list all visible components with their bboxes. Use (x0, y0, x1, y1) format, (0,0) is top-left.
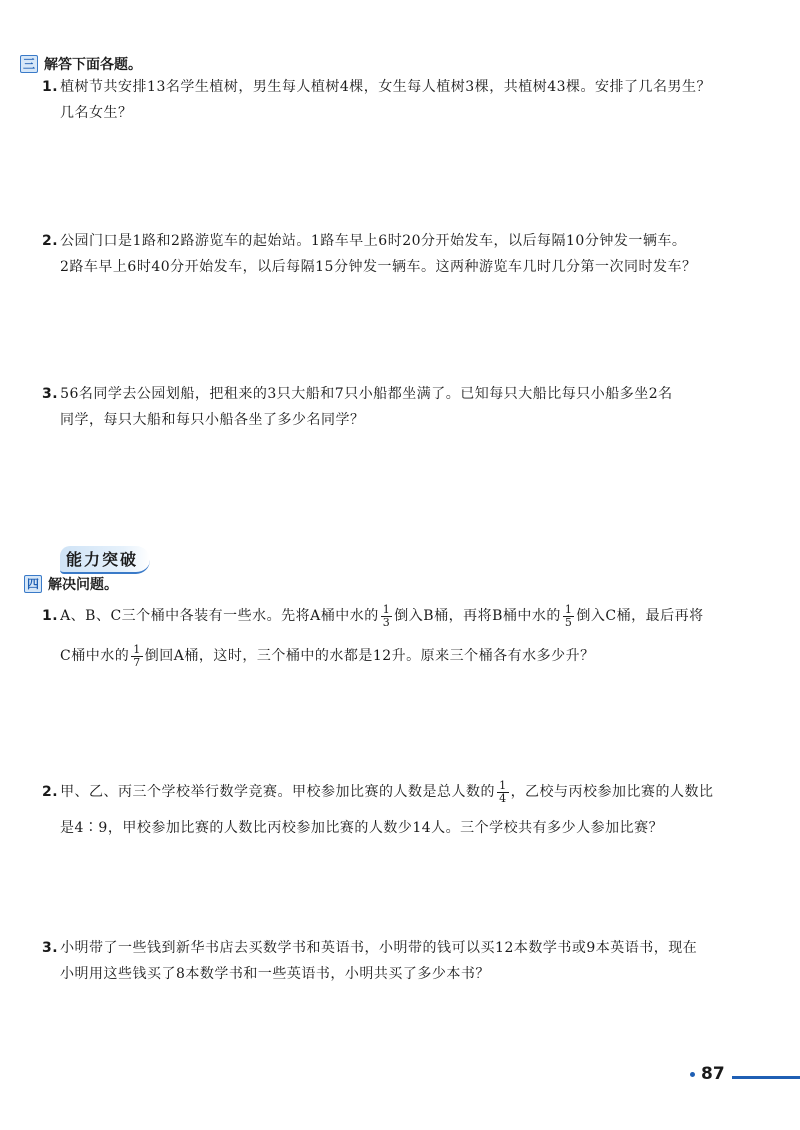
question-number: 1. (42, 608, 59, 624)
section-3-header (20, 54, 142, 74)
section-4-title: 解决问题。 (48, 577, 118, 593)
fraction-numerator: 1 (382, 602, 391, 616)
fraction-denominator: 5 (564, 615, 573, 629)
question-number: 2. (42, 784, 59, 800)
section-3-badge: 三 (20, 55, 38, 73)
fraction-denominator: 4 (499, 791, 507, 805)
question-text-line2: 小明用这些钱买了8本数学书和一些英语书，小明共买了多少本书？ (60, 966, 490, 982)
page-number-rule (732, 1076, 800, 1079)
question-text-line1: 公园门口是1路和2路游览车的起始站。1路车早上6时20分开始发车，以后每隔10分钟发一辆车。 (60, 233, 687, 249)
question-text-part: A、B、C三个桶中各装有一些水。先将A桶中水的 (60, 608, 379, 624)
fraction-numerator: 1 (564, 602, 573, 616)
question-text-line1: 小明带了一些钱到新华书店去买数学书和英语书，小明带的钱可以买12本数学书或9本英语书，现在 (60, 940, 698, 956)
ability-breakthrough-banner: 能力突破 (60, 546, 150, 574)
section-4-question-3 (42, 935, 764, 987)
section-4-question-1 (42, 596, 764, 676)
fraction-numerator: 1 (133, 642, 141, 656)
bullet-dot-icon (690, 1072, 695, 1077)
page-number (690, 1064, 725, 1084)
section-3-title: 解答下面各题。 (44, 57, 142, 73)
question-text-part: ，乙校与丙校参加比赛的人数比 (510, 784, 714, 800)
question-text-line2: 几名女生？ (60, 105, 133, 121)
question-number: 3. (42, 386, 59, 402)
fraction-denominator: 3 (382, 615, 391, 629)
fraction-one-seventh (131, 644, 143, 669)
question-text-part: 倒回A桶，这时，三个桶中的水都是12升。原来三个桶各有水多少升？ (144, 648, 595, 664)
section-3-question-3 (42, 381, 764, 433)
question-number: 1. (42, 79, 59, 95)
section-3-question-1 (42, 74, 764, 126)
fraction-one-fifth (563, 604, 575, 629)
section-3-question-2 (42, 228, 764, 280)
question-text-part: C桶中水的 (60, 648, 130, 664)
fraction-one-quarter (497, 780, 509, 805)
question-number: 2. (42, 233, 59, 249)
question-number: 3. (42, 940, 59, 956)
question-text-line1: 56名同学去公园划船，把租来的3只大船和7只小船都坐满了。已知每只大船比每只小船多坐2名 (60, 386, 673, 402)
question-text-line2: 同学，每只大船和每只小船各坐了多少名同学？ (60, 412, 365, 428)
page-number-text: 87 (701, 1064, 725, 1084)
fraction-one-third (381, 604, 393, 629)
question-text-part: 甲、乙、丙三个学校举行数学竞赛。甲校参加比赛的人数是总人数的 (60, 784, 496, 800)
question-text-part: 是4∶9，甲校参加比赛的人数比丙校参加比赛的人数少14人。三个学校共有多少人参加比赛？ (60, 820, 664, 836)
fraction-denominator: 7 (133, 655, 141, 669)
question-text-part: 倒入C桶，最后再将 (576, 608, 704, 624)
section-4-header (24, 574, 118, 594)
fraction-numerator: 1 (499, 778, 507, 792)
section-4-badge: 四 (24, 575, 42, 593)
section-4-question-2 (42, 774, 764, 846)
question-text-line2: 2路车早上6时40分开始发车，以后每隔15分钟发一辆车。这两种游览车几时几分第一次同时发车？ (60, 259, 697, 275)
question-text-line1: 植树节共安排13名学生植树，男生每人植树4棵，女生每人植树3棵，共植树43棵。安排了几名男生？ (60, 79, 712, 95)
question-text-part: 倒入B桶，再将B桶中水的 (394, 608, 561, 624)
